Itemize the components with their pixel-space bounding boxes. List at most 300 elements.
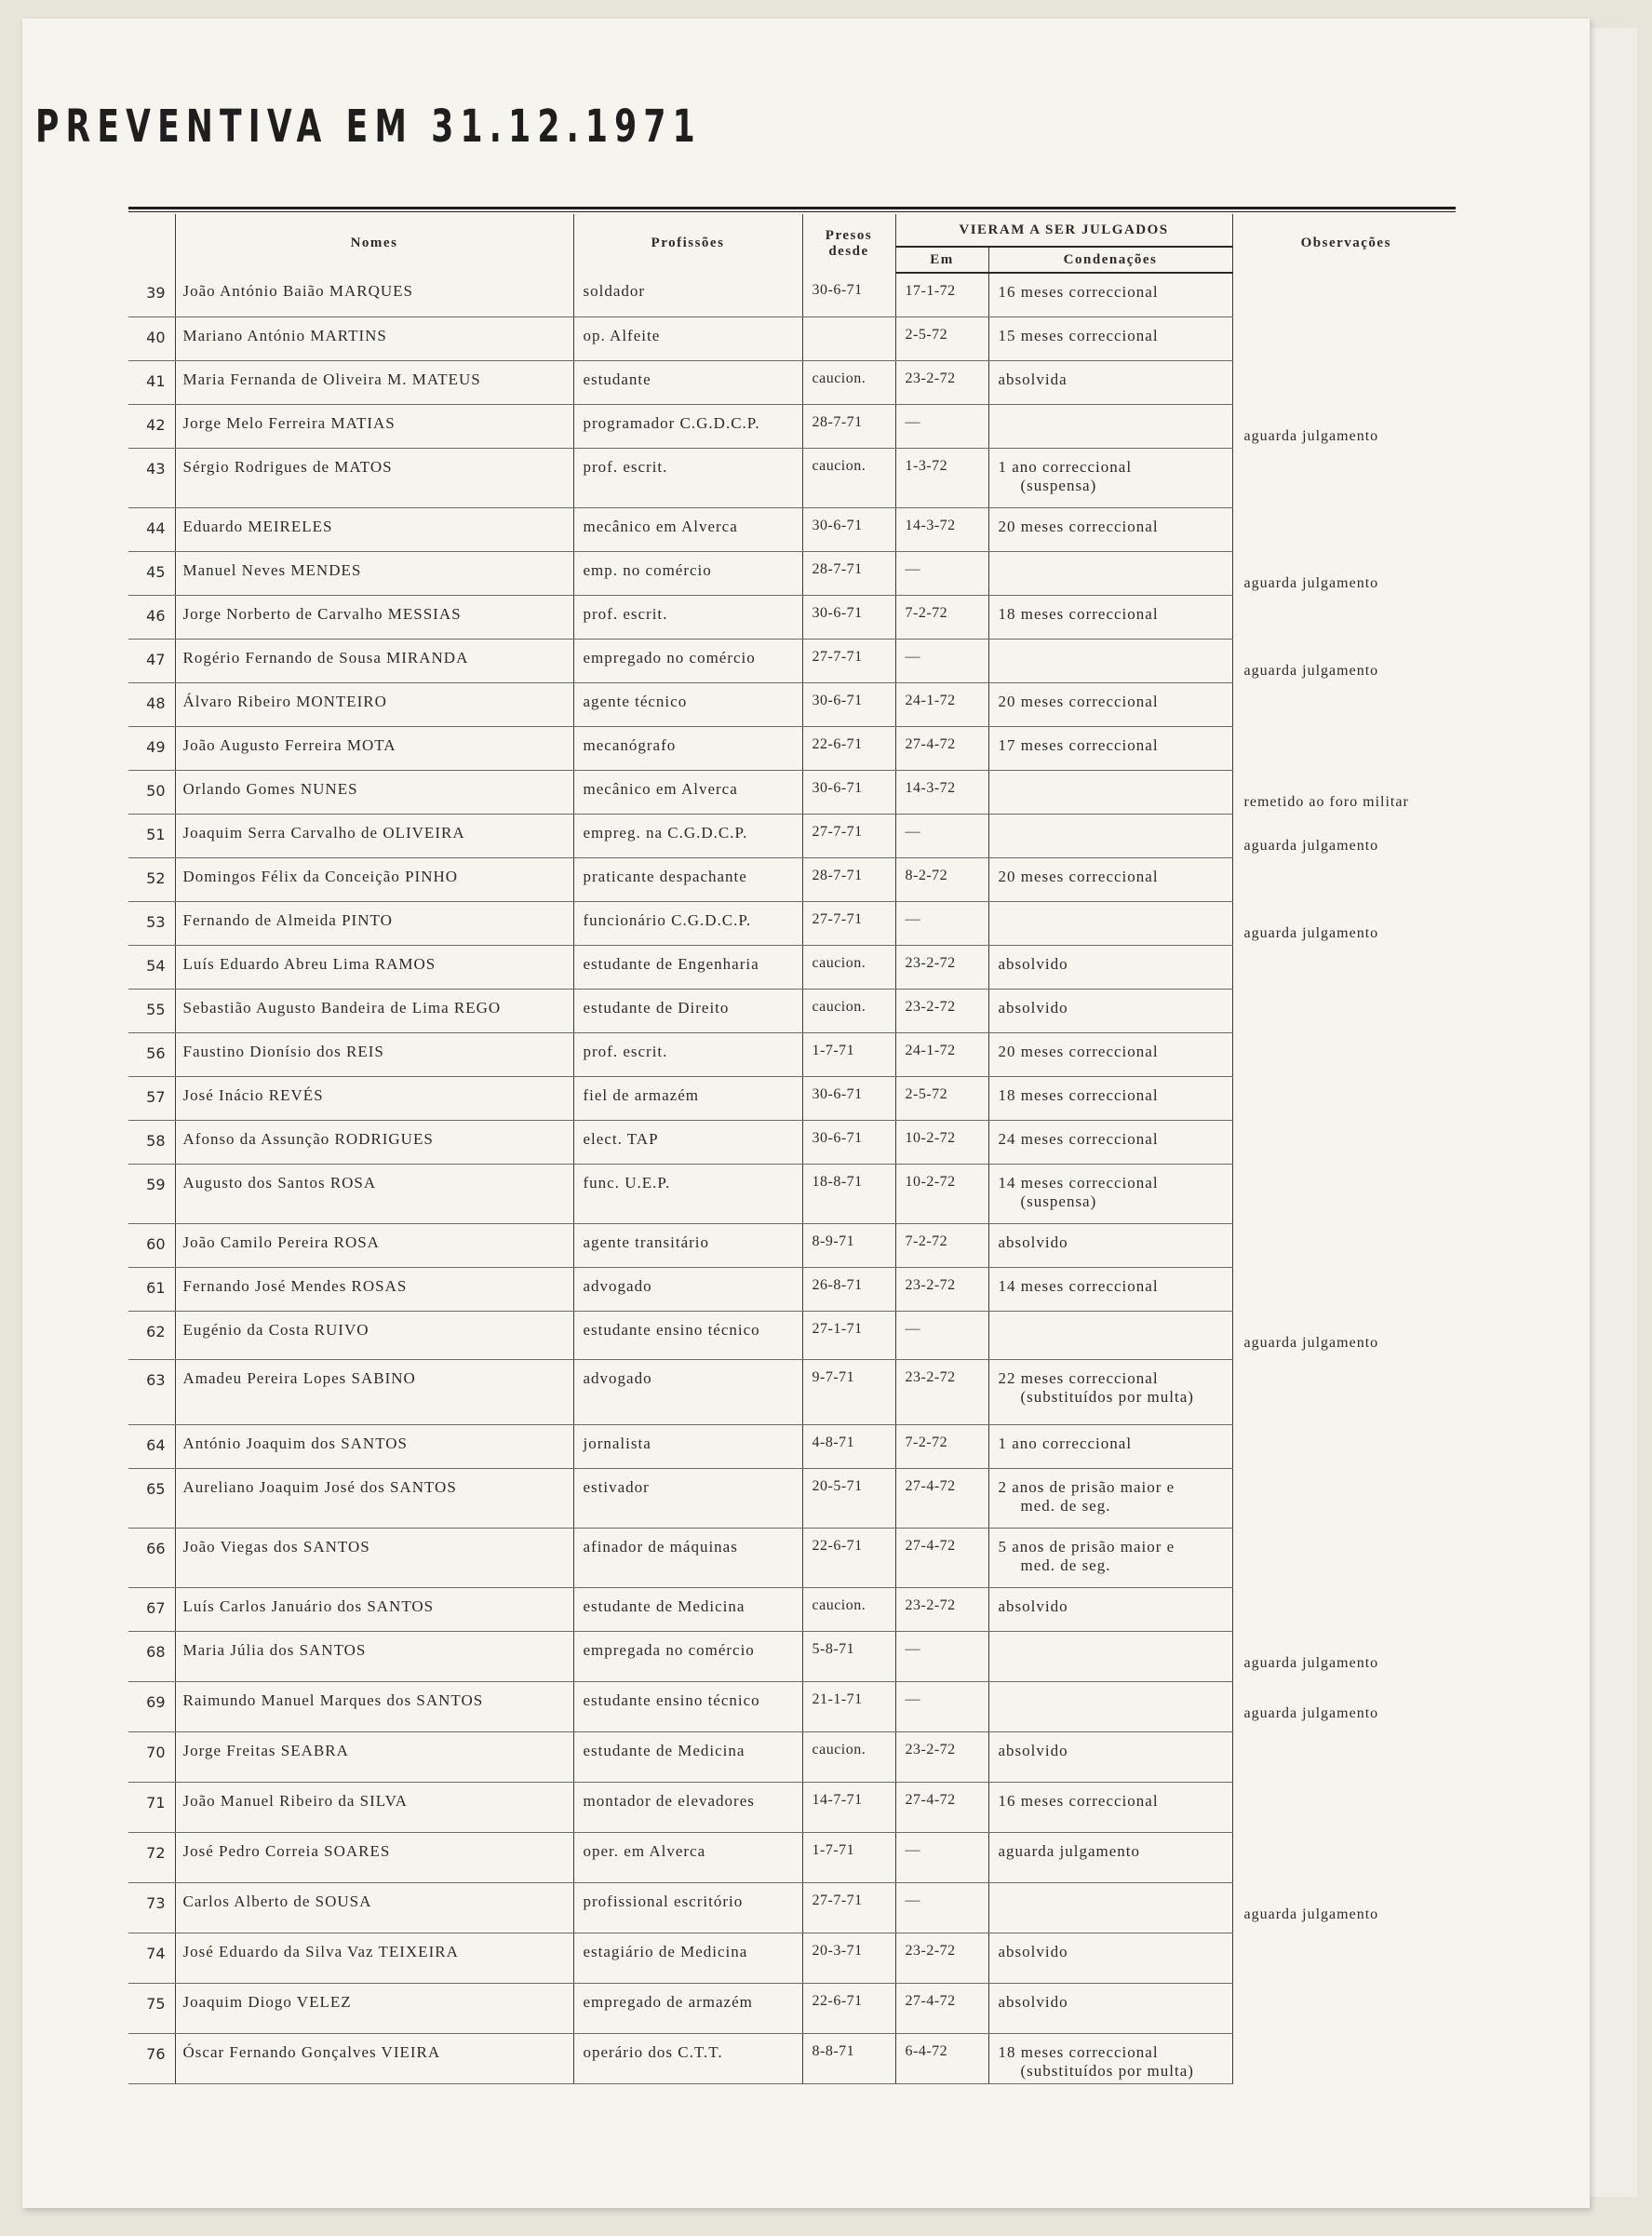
row-profession: programador C.G.D.C.P. bbox=[573, 404, 802, 448]
row-number: 54 bbox=[128, 945, 175, 989]
row-julgado-em: 27-4-72 bbox=[895, 1468, 988, 1528]
table-row bbox=[128, 2033, 1459, 2083]
row-condenacao bbox=[988, 1424, 1232, 1468]
row-observacao: aguarda julgamento bbox=[1243, 925, 1379, 941]
table-row bbox=[128, 726, 1459, 770]
row-profession: operário dos C.T.T. bbox=[573, 2033, 802, 2083]
header-vieram: VIERAM A SER JULGADOS bbox=[895, 214, 1232, 247]
row-number: 49 bbox=[128, 726, 175, 770]
table-row bbox=[128, 1032, 1459, 1076]
row-presos-desde: 27-1-71 bbox=[802, 1311, 895, 1359]
condenacao-note: (suspensa) bbox=[1020, 476, 1097, 494]
row-profession: mecânico em Alverca bbox=[573, 507, 802, 551]
row-condenacao bbox=[988, 1587, 1232, 1631]
row-julgado-em: — bbox=[895, 814, 988, 857]
row-number: 41 bbox=[128, 360, 175, 404]
row-julgado-em: 23-2-72 bbox=[895, 1359, 988, 1424]
table-row bbox=[128, 1681, 1459, 1731]
row-number: 59 bbox=[128, 1164, 175, 1223]
row-number: 57 bbox=[128, 1076, 175, 1120]
row-condenacao bbox=[988, 1782, 1232, 1832]
row-number: 56 bbox=[128, 1032, 175, 1076]
row-presos-desde: 30-6-71 bbox=[802, 682, 895, 726]
condenacao-text: 17 meses correccional bbox=[998, 735, 1159, 754]
row-julgado-em: 23-2-72 bbox=[895, 1933, 988, 1983]
row-name: António Joaquim dos SANTOS bbox=[175, 1424, 573, 1468]
row-observacao bbox=[1232, 448, 1459, 507]
row-observacao bbox=[1232, 1267, 1459, 1311]
row-number: 44 bbox=[128, 507, 175, 551]
row-presos-desde: 27-7-71 bbox=[802, 901, 895, 945]
condenacao-text: absolvido bbox=[998, 1232, 1068, 1251]
row-presos-desde: 28-7-71 bbox=[802, 857, 895, 901]
row-condenacao bbox=[988, 1267, 1232, 1311]
condenacao-note: (suspensa) bbox=[1020, 1192, 1097, 1210]
row-presos-desde: 22-6-71 bbox=[802, 1528, 895, 1587]
row-profession: funcionário C.G.D.C.P. bbox=[573, 901, 802, 945]
row-profession: agente técnico bbox=[573, 682, 802, 726]
table-row bbox=[128, 448, 1459, 507]
row-observacao bbox=[1232, 1731, 1459, 1782]
table-row bbox=[128, 317, 1459, 360]
row-profession: prof. escrit. bbox=[573, 448, 802, 507]
table-row bbox=[128, 857, 1459, 901]
row-observacao bbox=[1232, 945, 1459, 989]
row-number: 66 bbox=[128, 1528, 175, 1587]
row-name: Álvaro Ribeiro MONTEIRO bbox=[175, 682, 573, 726]
row-observacao bbox=[1232, 682, 1459, 726]
row-condenacao bbox=[988, 726, 1232, 770]
row-profession: func. U.E.P. bbox=[573, 1164, 802, 1223]
condenacao-text: absolvido bbox=[998, 954, 1068, 973]
row-julgado-em: 23-2-72 bbox=[895, 945, 988, 989]
condenacao-text: 16 meses correccional bbox=[998, 283, 1159, 301]
row-observacao bbox=[1232, 1359, 1459, 1424]
row-number: 61 bbox=[128, 1267, 175, 1311]
row-presos-desde: 28-7-71 bbox=[802, 404, 895, 448]
condenacao-text: 5 anos de prisão maior e bbox=[998, 1537, 1175, 1556]
row-number: 50 bbox=[128, 770, 175, 814]
table-row bbox=[128, 1631, 1459, 1681]
row-julgado-em: 2-5-72 bbox=[895, 1076, 988, 1120]
row-profession: estudante ensino técnico bbox=[573, 1681, 802, 1731]
row-name: Joaquim Diogo VELEZ bbox=[175, 1983, 573, 2033]
row-presos-desde: 30-6-71 bbox=[802, 770, 895, 814]
row-julgado-em: 27-4-72 bbox=[895, 1782, 988, 1832]
table-row bbox=[128, 639, 1459, 682]
row-name: Amadeu Pereira Lopes SABINO bbox=[175, 1359, 573, 1424]
row-presos-desde: 27-7-71 bbox=[802, 639, 895, 682]
row-name: Eduardo MEIRELES bbox=[175, 507, 573, 551]
row-presos-desde: 30-6-71 bbox=[802, 1076, 895, 1120]
table-row bbox=[128, 404, 1459, 448]
condenacao-text: 1 ano correccional bbox=[998, 457, 1133, 476]
row-name: Rogério Fernando de Sousa MIRANDA bbox=[175, 639, 573, 682]
row-condenacao bbox=[988, 1731, 1232, 1782]
condenacao-text: 14 meses correccional bbox=[998, 1173, 1159, 1192]
row-observacao bbox=[1232, 1832, 1459, 1882]
row-observacao: aguarda julgamento bbox=[1243, 1906, 1379, 1922]
table-row bbox=[128, 1223, 1459, 1267]
row-name: Faustino Dionísio dos REIS bbox=[175, 1032, 573, 1076]
row-presos-desde: 18-8-71 bbox=[802, 1164, 895, 1223]
row-presos-desde: 14-7-71 bbox=[802, 1782, 895, 1832]
row-observacao: aguarda julgamento bbox=[1243, 575, 1379, 591]
condenacao-text: absolvida bbox=[998, 370, 1068, 388]
table-row bbox=[128, 814, 1459, 857]
row-profession: advogado bbox=[573, 1359, 802, 1424]
row-observacao bbox=[1232, 1032, 1459, 1076]
row-presos-desde: caucion. bbox=[802, 989, 895, 1032]
row-condenacao bbox=[988, 814, 1232, 857]
row-presos-desde: caucion. bbox=[802, 1731, 895, 1782]
row-julgado-em: 23-2-72 bbox=[895, 360, 988, 404]
row-name: Raimundo Manuel Marques dos SANTOS bbox=[175, 1681, 573, 1731]
row-julgado-em: 17-1-72 bbox=[895, 273, 988, 317]
row-observacao bbox=[1232, 989, 1459, 1032]
row-profession: afinador de máquinas bbox=[573, 1528, 802, 1587]
row-julgado-em: — bbox=[895, 901, 988, 945]
row-profession: estudante de Medicina bbox=[573, 1731, 802, 1782]
row-presos-desde: caucion. bbox=[802, 360, 895, 404]
row-profession: estudante ensino técnico bbox=[573, 1311, 802, 1359]
row-profession: empregado no comércio bbox=[573, 639, 802, 682]
row-julgado-em: — bbox=[895, 1311, 988, 1359]
row-julgado-em: 14-3-72 bbox=[895, 507, 988, 551]
condenacao-text: 24 meses correccional bbox=[998, 1129, 1159, 1148]
header-profissoes: Profissões bbox=[573, 214, 802, 273]
row-profession: soldador bbox=[573, 273, 802, 317]
row-presos-desde: caucion. bbox=[802, 945, 895, 989]
row-condenacao bbox=[988, 639, 1232, 682]
row-number: 48 bbox=[128, 682, 175, 726]
row-julgado-em: 1-3-72 bbox=[895, 448, 988, 507]
row-number: 69 bbox=[128, 1681, 175, 1731]
row-julgado-em: 27-4-72 bbox=[895, 1983, 988, 2033]
row-number: 67 bbox=[128, 1587, 175, 1631]
row-number: 65 bbox=[128, 1468, 175, 1528]
row-name: João Viegas dos SANTOS bbox=[175, 1528, 573, 1587]
row-number: 45 bbox=[128, 551, 175, 595]
row-condenacao bbox=[988, 682, 1232, 726]
row-profession: elect. TAP bbox=[573, 1120, 802, 1164]
condenacao-text: 20 meses correccional bbox=[998, 1042, 1159, 1060]
row-condenacao bbox=[988, 1933, 1232, 1983]
row-observacao bbox=[1232, 1983, 1459, 2033]
row-julgado-em: 7-2-72 bbox=[895, 1223, 988, 1267]
row-name: Jorge Melo Ferreira MATIAS bbox=[175, 404, 573, 448]
row-condenacao bbox=[988, 273, 1232, 317]
row-name: Jorge Norberto de Carvalho MESSIAS bbox=[175, 595, 573, 639]
condenacao-text: aguarda julgamento bbox=[998, 1841, 1141, 1860]
row-number: 55 bbox=[128, 989, 175, 1032]
row-observacao bbox=[1232, 1782, 1459, 1832]
row-observacao bbox=[1232, 1587, 1459, 1631]
row-condenacao bbox=[988, 857, 1232, 901]
table-row bbox=[128, 551, 1459, 595]
row-julgado-em: — bbox=[895, 1681, 988, 1731]
row-profession: oper. em Alverca bbox=[573, 1832, 802, 1882]
row-observacao bbox=[1232, 507, 1459, 551]
row-julgado-em: — bbox=[895, 1832, 988, 1882]
row-presos-desde: 20-5-71 bbox=[802, 1468, 895, 1528]
table-row bbox=[128, 989, 1459, 1032]
row-name: Augusto dos Santos ROSA bbox=[175, 1164, 573, 1223]
row-profession: agente transitário bbox=[573, 1223, 802, 1267]
row-profession: estudante de Medicina bbox=[573, 1587, 802, 1631]
row-condenacao bbox=[988, 989, 1232, 1032]
row-number: 40 bbox=[128, 317, 175, 360]
row-observacao bbox=[1232, 1223, 1459, 1267]
table-row bbox=[128, 273, 1459, 317]
row-condenacao bbox=[988, 1631, 1232, 1681]
row-julgado-em: 23-2-72 bbox=[895, 1731, 988, 1782]
row-name: João Augusto Ferreira MOTA bbox=[175, 726, 573, 770]
table-row bbox=[128, 1528, 1459, 1587]
row-condenacao bbox=[988, 1032, 1232, 1076]
row-observacao bbox=[1232, 273, 1459, 317]
row-name: Afonso da Assunção RODRIGUES bbox=[175, 1120, 573, 1164]
row-number: 74 bbox=[128, 1933, 175, 1983]
row-presos-desde: 30-6-71 bbox=[802, 595, 895, 639]
row-observacao bbox=[1232, 1120, 1459, 1164]
row-name: Carlos Alberto de SOUSA bbox=[175, 1882, 573, 1933]
row-julgado-em: 14-3-72 bbox=[895, 770, 988, 814]
row-julgado-em: 10-2-72 bbox=[895, 1120, 988, 1164]
row-number: 73 bbox=[128, 1882, 175, 1933]
row-julgado-em: 24-1-72 bbox=[895, 682, 988, 726]
row-observacao: aguarda julgamento bbox=[1243, 1335, 1379, 1351]
table-row bbox=[128, 1120, 1459, 1164]
row-condenacao bbox=[988, 1359, 1232, 1424]
row-observacao: remetido ao foro militar bbox=[1243, 794, 1409, 810]
table-row bbox=[128, 1983, 1459, 2033]
row-profession: op. Alfeite bbox=[573, 317, 802, 360]
row-number: 39 bbox=[128, 273, 175, 317]
row-presos-desde: 9-7-71 bbox=[802, 1359, 895, 1424]
row-presos-desde: 4-8-71 bbox=[802, 1424, 895, 1468]
row-presos-desde: 21-1-71 bbox=[802, 1681, 895, 1731]
header-nomes: Nomes bbox=[175, 214, 573, 273]
table-row bbox=[128, 1731, 1459, 1782]
row-number: 60 bbox=[128, 1223, 175, 1267]
row-observacao bbox=[1232, 857, 1459, 901]
table-row bbox=[128, 360, 1459, 404]
row-number: 71 bbox=[128, 1782, 175, 1832]
row-julgado-em: 7-2-72 bbox=[895, 1424, 988, 1468]
row-presos-desde: 20-3-71 bbox=[802, 1933, 895, 1983]
row-julgado-em: 23-2-72 bbox=[895, 1267, 988, 1311]
row-number: 43 bbox=[128, 448, 175, 507]
row-presos-desde: caucion. bbox=[802, 448, 895, 507]
row-condenacao bbox=[988, 317, 1232, 360]
row-name: Domingos Félix da Conceição PINHO bbox=[175, 857, 573, 901]
row-presos-desde: caucion. bbox=[802, 1587, 895, 1631]
row-condenacao bbox=[988, 770, 1232, 814]
row-condenacao bbox=[988, 1223, 1232, 1267]
row-name: Sebastião Augusto Bandeira de Lima REGO bbox=[175, 989, 573, 1032]
table-row bbox=[128, 1311, 1459, 1359]
row-name: Óscar Fernando Gonçalves VIEIRA bbox=[175, 2033, 573, 2083]
row-name: Mariano António MARTINS bbox=[175, 317, 573, 360]
condenacao-text: absolvido bbox=[998, 1741, 1068, 1759]
condenacao-text: 20 meses correccional bbox=[998, 517, 1159, 535]
row-condenacao bbox=[988, 1882, 1232, 1933]
table-row bbox=[128, 1164, 1459, 1223]
row-observacao: aguarda julgamento bbox=[1243, 1655, 1379, 1671]
row-profession: prof. escrit. bbox=[573, 1032, 802, 1076]
row-julgado-em: 6-4-72 bbox=[895, 2033, 988, 2083]
row-observacao bbox=[1232, 595, 1459, 639]
condenacao-text: 20 meses correccional bbox=[998, 692, 1159, 710]
row-condenacao bbox=[988, 448, 1232, 507]
table-row bbox=[128, 1076, 1459, 1120]
row-name: Maria Júlia dos SANTOS bbox=[175, 1631, 573, 1681]
row-presos-desde: 8-8-71 bbox=[802, 2033, 895, 2083]
condenacao-text: 15 meses correccional bbox=[998, 326, 1159, 344]
row-number: 42 bbox=[128, 404, 175, 448]
row-condenacao bbox=[988, 360, 1232, 404]
row-observacao bbox=[1232, 1164, 1459, 1223]
row-condenacao bbox=[988, 1528, 1232, 1587]
row-presos-desde: 26-8-71 bbox=[802, 1267, 895, 1311]
row-name: Manuel Neves MENDES bbox=[175, 551, 573, 595]
row-observacao: aguarda julgamento bbox=[1243, 838, 1379, 854]
table-row bbox=[128, 595, 1459, 639]
row-observacao: aguarda julgamento bbox=[1243, 428, 1379, 444]
table-row bbox=[128, 1359, 1459, 1424]
row-condenacao bbox=[988, 404, 1232, 448]
row-profession: mecanógrafo bbox=[573, 726, 802, 770]
condenacao-text: 20 meses correccional bbox=[998, 867, 1159, 885]
row-profession: prof. escrit. bbox=[573, 595, 802, 639]
row-profession: empreg. na C.G.D.C.P. bbox=[573, 814, 802, 857]
table-row bbox=[128, 682, 1459, 726]
row-profession: montador de elevadores bbox=[573, 1782, 802, 1832]
row-number: 62 bbox=[128, 1311, 175, 1359]
row-condenacao bbox=[988, 507, 1232, 551]
table-row bbox=[128, 1933, 1459, 1983]
row-julgado-em: 2-5-72 bbox=[895, 317, 988, 360]
condenacao-text: absolvido bbox=[998, 1992, 1068, 2011]
row-number: 47 bbox=[128, 639, 175, 682]
row-profession: profissional escritório bbox=[573, 1882, 802, 1933]
table-row bbox=[128, 1882, 1459, 1933]
row-number: 72 bbox=[128, 1832, 175, 1882]
header-rule-thin bbox=[128, 211, 1456, 212]
row-presos-desde: 22-6-71 bbox=[802, 1983, 895, 2033]
row-presos-desde: 22-6-71 bbox=[802, 726, 895, 770]
table-row bbox=[128, 1782, 1459, 1832]
prisoners-table bbox=[128, 214, 1459, 2084]
table-row bbox=[128, 1468, 1459, 1528]
row-profession: estivador bbox=[573, 1468, 802, 1528]
table-row bbox=[128, 945, 1459, 989]
row-presos-desde: 5-8-71 bbox=[802, 1631, 895, 1681]
row-observacao bbox=[1232, 1933, 1459, 1983]
row-observacao bbox=[1232, 1528, 1459, 1587]
row-number: 64 bbox=[128, 1424, 175, 1468]
row-profession: jornalista bbox=[573, 1424, 802, 1468]
header-presos-desde: Presos desde bbox=[802, 214, 895, 273]
header-em: Em bbox=[895, 247, 988, 273]
row-condenacao bbox=[988, 551, 1232, 595]
row-presos-desde: 27-7-71 bbox=[802, 814, 895, 857]
table-row bbox=[128, 1587, 1459, 1631]
row-profession: praticante despachante bbox=[573, 857, 802, 901]
condenacao-note: med. de seg. bbox=[1020, 1556, 1111, 1574]
row-name: Fernando José Mendes ROSAS bbox=[175, 1267, 573, 1311]
row-presos-desde: 28-7-71 bbox=[802, 551, 895, 595]
row-number: 52 bbox=[128, 857, 175, 901]
condenacao-text: 2 anos de prisão maior e bbox=[998, 1477, 1175, 1496]
table-row bbox=[128, 507, 1459, 551]
row-number: 58 bbox=[128, 1120, 175, 1164]
row-name: Eugénio da Costa RUIVO bbox=[175, 1311, 573, 1359]
row-profession: empregado de armazém bbox=[573, 1983, 802, 2033]
table-row bbox=[128, 1267, 1459, 1311]
row-name: Joaquim Serra Carvalho de OLIVEIRA bbox=[175, 814, 573, 857]
row-presos-desde: 30-6-71 bbox=[802, 273, 895, 317]
row-condenacao bbox=[988, 1681, 1232, 1731]
row-observacao: aguarda julgamento bbox=[1243, 663, 1379, 679]
row-profession: estagiário de Medicina bbox=[573, 1933, 802, 1983]
row-observacao bbox=[1232, 317, 1459, 360]
row-presos-desde: 1-7-71 bbox=[802, 1832, 895, 1882]
row-presos-desde: 30-6-71 bbox=[802, 507, 895, 551]
condenacao-text: absolvido bbox=[998, 1596, 1068, 1615]
row-profession: emp. no comércio bbox=[573, 551, 802, 595]
condenacao-text: 22 meses correccional bbox=[998, 1368, 1159, 1387]
row-profession: estudante de Direito bbox=[573, 989, 802, 1032]
row-condenacao bbox=[988, 1311, 1232, 1359]
row-julgado-em: — bbox=[895, 404, 988, 448]
row-julgado-em: 27-4-72 bbox=[895, 726, 988, 770]
row-name: João António Baião MARQUES bbox=[175, 273, 573, 317]
row-name: João Camilo Pereira ROSA bbox=[175, 1223, 573, 1267]
condenacao-text: 14 meses correccional bbox=[998, 1276, 1159, 1295]
row-condenacao bbox=[988, 1164, 1232, 1223]
row-condenacao bbox=[988, 1983, 1232, 2033]
row-presos-desde: 27-7-71 bbox=[802, 1882, 895, 1933]
row-name: José Eduardo da Silva Vaz TEIXEIRA bbox=[175, 1933, 573, 1983]
condenacao-note: med. de seg. bbox=[1020, 1496, 1111, 1515]
row-julgado-em: — bbox=[895, 1882, 988, 1933]
row-condenacao bbox=[988, 2033, 1232, 2083]
page-title: PREVENTIVA EM 31.12.1971 bbox=[35, 101, 702, 153]
row-condenacao bbox=[988, 1832, 1232, 1882]
row-number: 68 bbox=[128, 1631, 175, 1681]
row-number: 51 bbox=[128, 814, 175, 857]
row-profession: advogado bbox=[573, 1267, 802, 1311]
row-observacao bbox=[1232, 1076, 1459, 1120]
row-julgado-em: 7-2-72 bbox=[895, 595, 988, 639]
table-row bbox=[128, 770, 1459, 814]
row-observacao bbox=[1232, 1424, 1459, 1468]
condenacao-text: 18 meses correccional bbox=[998, 2042, 1159, 2061]
row-profession: mecânico em Alverca bbox=[573, 770, 802, 814]
condenacao-text: 1 ano correccional bbox=[998, 1434, 1133, 1452]
row-profession: estudante de Engenharia bbox=[573, 945, 802, 989]
row-name: José Pedro Correia SOARES bbox=[175, 1832, 573, 1882]
row-number: 46 bbox=[128, 595, 175, 639]
condenacao-text: absolvido bbox=[998, 998, 1068, 1017]
row-profession: estudante bbox=[573, 360, 802, 404]
row-name: Sérgio Rodrigues de MATOS bbox=[175, 448, 573, 507]
row-presos-desde bbox=[802, 317, 895, 360]
condenacao-note: (substituídos por multa) bbox=[1020, 1387, 1194, 1406]
header-observacoes: Observações bbox=[1300, 236, 1391, 250]
